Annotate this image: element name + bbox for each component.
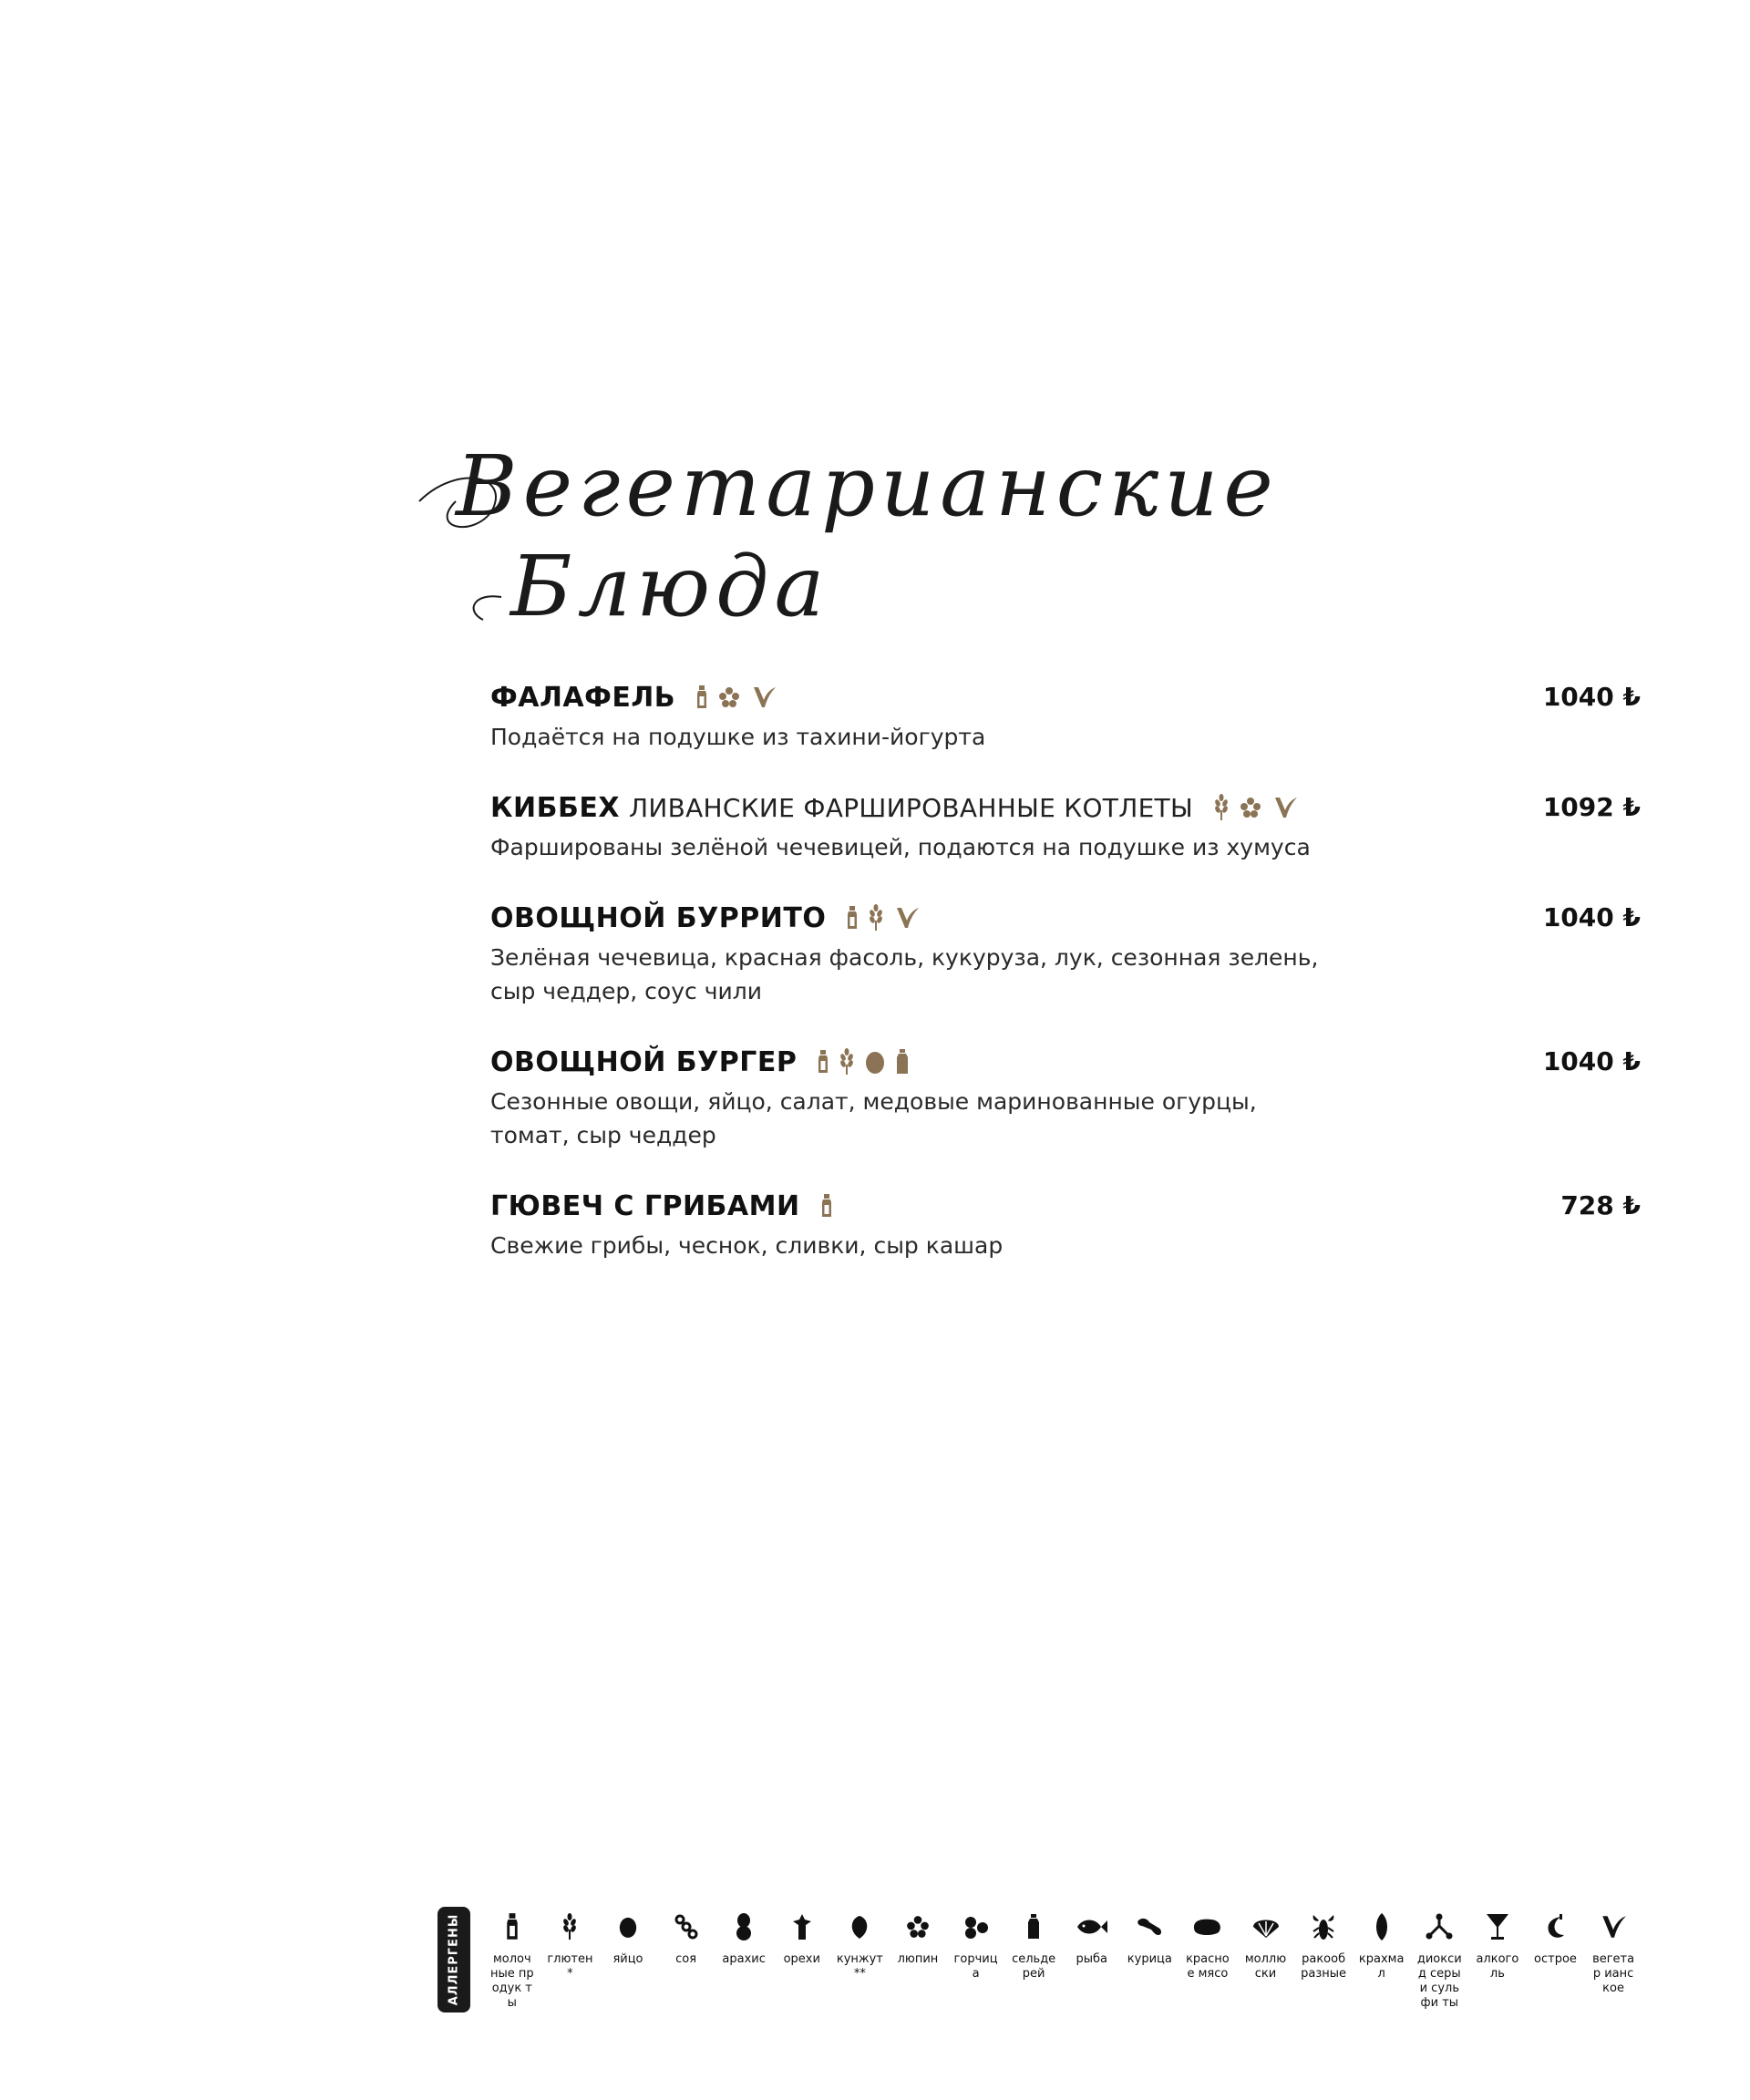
- item-price: 1040 ₺: [1542, 1046, 1641, 1076]
- vegetarian-icon: [1599, 1912, 1628, 1941]
- allergen-label: яйцо: [612, 1952, 643, 1966]
- allergen-label: курица: [1127, 1952, 1172, 1966]
- allergen-list: [483, 1907, 1642, 2011]
- allergen-label: арахис: [722, 1952, 766, 1966]
- sesame-icon: [849, 1913, 870, 1940]
- item-name: ОВОЩНОЙ БУРГЕР: [490, 1045, 798, 1078]
- allergen-sesame: [831, 1907, 890, 2011]
- allergen-starch: [1353, 1907, 1411, 2011]
- allergen-mollusc: [1237, 1907, 1295, 2011]
- nuts-icon: [791, 1912, 813, 1941]
- allergen-label: глютен*: [547, 1952, 593, 1981]
- menu-item-veg-burger: [490, 1041, 1641, 1152]
- title-line-2: Блюда: [510, 538, 830, 635]
- lupin-icon: [717, 685, 741, 709]
- item-allergen-icons: [1213, 794, 1299, 821]
- item-description: Подаётся на подушке из тахини-йогурта: [490, 724, 986, 750]
- allergen-label: диокси д серы и сульфи ты: [1416, 1952, 1462, 2010]
- milk-icon: [846, 905, 859, 931]
- spicy-icon: [1544, 1913, 1566, 1940]
- milk-icon: [695, 685, 708, 710]
- allergen-badge: [438, 1907, 470, 2012]
- allergen-peanut: [715, 1907, 773, 2011]
- item-description: Сезонные овощи, яйцо, салат, медовые маринованные огурцы, томат, сыр чеддер: [490, 1088, 1257, 1148]
- chicken-icon: [1135, 1915, 1164, 1939]
- egg-icon: [618, 1914, 638, 1940]
- starch-icon: [1374, 1912, 1389, 1941]
- gluten-icon: [839, 1048, 855, 1076]
- gluten-icon: [868, 904, 884, 932]
- item-price: 1040 ₺: [1542, 682, 1641, 712]
- menu-item-guvech: [490, 1185, 1641, 1262]
- allergen-egg: [599, 1907, 657, 2011]
- allergen-crustacean: [1294, 1907, 1353, 2011]
- menu-item-falafel: [490, 676, 1641, 754]
- fish-icon: [1076, 1918, 1108, 1936]
- item-price: 728 ₺: [1560, 1190, 1641, 1220]
- section-title: [401, 410, 1279, 647]
- allergen-label: молоч ные продук ты: [489, 1952, 534, 2010]
- allergen-mustard: [947, 1907, 1005, 2011]
- sulphite-icon: [1425, 1913, 1454, 1940]
- alcohol-icon: [1485, 1912, 1510, 1941]
- item-allergen-icons: [820, 1193, 833, 1219]
- allergen-nuts: [773, 1907, 831, 2011]
- allergen-label: соя: [675, 1952, 697, 1966]
- lupin-icon: [1239, 796, 1262, 819]
- vegetarian-icon: [893, 904, 921, 932]
- item-description: Свежие грибы, чеснок, сливки, сыр кашар: [490, 1232, 1004, 1259]
- allergen-label: крахмал: [1358, 1952, 1405, 1981]
- item-allergen-icons: [846, 904, 921, 932]
- item-description: Зелёная чечевица, красная фасоль, кукуруза, лук, сезонная зелень, сыр чеддер, соус чили: [490, 944, 1319, 1004]
- allergen-label: рыба: [1076, 1952, 1107, 1966]
- vegetarian-icon: [750, 684, 777, 711]
- allergen-label: моллю ски: [1244, 1952, 1287, 1981]
- allergen-red-meat: [1179, 1907, 1237, 2011]
- item-name: ОВОЩНОЙ БУРРИТО: [490, 901, 827, 934]
- allergen-legend: [438, 1907, 1641, 2071]
- allergen-sulphite: [1411, 1907, 1469, 2011]
- allergen-chicken: [1121, 1907, 1179, 2011]
- soy-icon: [674, 1914, 699, 1940]
- menu-list: [490, 676, 1641, 1295]
- allergen-celery: [1004, 1907, 1063, 2011]
- allergen-badge-label: АЛЛЕРГЕНЫ: [447, 1913, 461, 2006]
- allergen-label: острое: [1534, 1952, 1577, 1966]
- allergen-fish: [1063, 1907, 1121, 2011]
- allergen-label: орехи: [783, 1952, 820, 1966]
- allergen-alcohol: [1468, 1907, 1527, 2011]
- title-line-1: Вегетарианские: [456, 438, 1279, 535]
- allergen-spicy: [1527, 1907, 1585, 2011]
- allergen-label: сельде рей: [1012, 1952, 1056, 1981]
- gluten-icon: [561, 1913, 578, 1940]
- item-allergen-icons: [695, 684, 777, 711]
- egg-icon: [864, 1049, 886, 1075]
- gluten-icon: [1213, 794, 1230, 821]
- crustacean-icon: [1310, 1911, 1337, 1942]
- milk-icon: [820, 1193, 833, 1219]
- allergen-milk: [483, 1907, 541, 2011]
- allergen-soy: [657, 1907, 715, 2011]
- allergen-lupin: [889, 1907, 947, 2011]
- red-meat-icon: [1191, 1917, 1224, 1937]
- allergen-label: горчица: [953, 1952, 998, 1981]
- allergen-label: красное мясо: [1186, 1952, 1230, 1981]
- item-allergen-icons: [817, 1048, 910, 1076]
- milk-icon: [505, 1912, 520, 1941]
- item-name: ФАЛАФЕЛЬ: [490, 681, 676, 714]
- celery-icon: [1026, 1912, 1041, 1941]
- vegetarian-icon: [1271, 794, 1299, 821]
- menu-item-kibbeh: [490, 787, 1641, 864]
- lupin-icon: [905, 1914, 931, 1940]
- item-name: КИББЕХ: [490, 791, 620, 824]
- allergen-label: кунжут**: [836, 1952, 883, 1981]
- allergen-label: вегетар ианское: [1592, 1952, 1635, 1995]
- allergen-vegetarian: [1584, 1907, 1642, 2011]
- allergen-gluten: [541, 1907, 600, 2011]
- item-name: ГЮВЕЧ С ГРИБАМИ: [490, 1189, 800, 1222]
- item-description: Фаршированы зелёной чечевицей, подаются на подушке из хумуса: [490, 834, 1311, 860]
- allergen-label: люпин: [897, 1952, 939, 1966]
- item-price: 1092 ₺: [1542, 792, 1641, 822]
- mustard-icon: [962, 1915, 990, 1939]
- peanut-icon: [735, 1912, 753, 1941]
- allergen-label: ракооб разные: [1301, 1952, 1347, 1981]
- milk-icon: [817, 1049, 829, 1075]
- allergen-label: алкоголь: [1476, 1952, 1519, 1981]
- celery-icon: [895, 1048, 910, 1076]
- menu-item-veg-burrito: [490, 897, 1641, 1008]
- item-subtitle: ЛИВАНСКИЕ ФАРШИРОВАННЫЕ КОТЛЕТЫ: [628, 792, 1193, 823]
- item-price: 1040 ₺: [1542, 902, 1641, 932]
- mollusc-icon: [1251, 1914, 1281, 1940]
